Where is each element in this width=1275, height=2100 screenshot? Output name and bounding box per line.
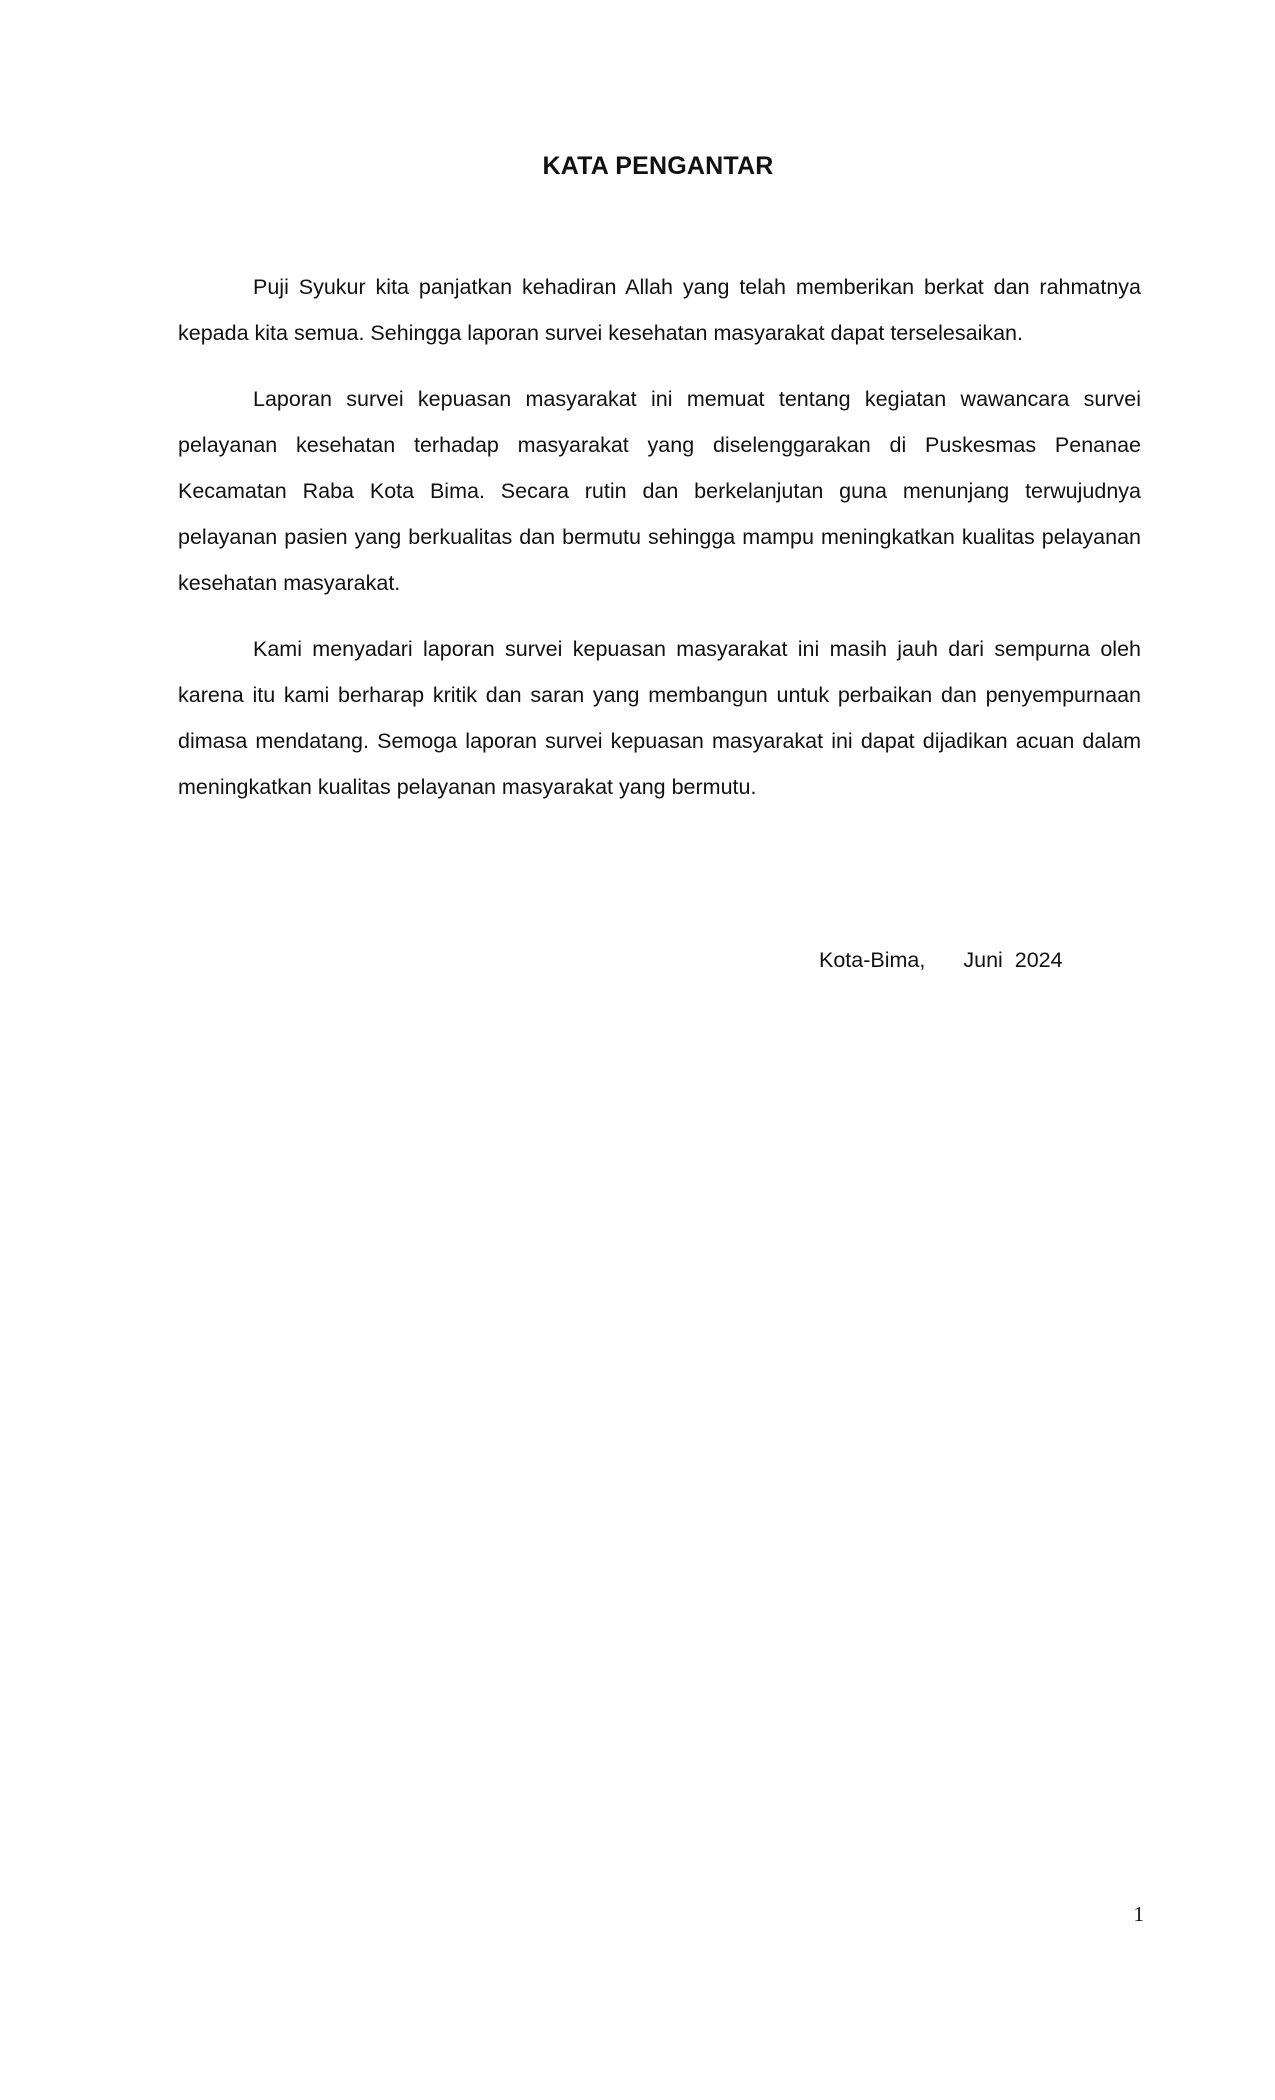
signature-line <box>819 948 1063 973</box>
signature-date: Juni 2024 <box>963 948 1063 972</box>
signature-place: Kota-Bima, <box>819 948 926 972</box>
document-body <box>178 264 1141 830</box>
document-title: KATA PENGANTAR <box>542 152 774 180</box>
page-number: 1 <box>1133 1902 1144 1926</box>
paragraph-1: Puji Syukur kita panjatkan kehadiran Allah yang telah memberikan berkat dan rahmatnya kepada kita semua. Sehingga laporan survei kesehatan masyarakat dapat terselesaikan. <box>178 275 1141 345</box>
paragraph-2: Laporan survei kepuasan masyarakat ini memuat tentang kegiatan wawancara survei pelayanan kesehatan terhadap masyarakat yang diselenggarakan di Puskesmas Penanae Kecamatan Raba Kota Bima. Secara rutin dan berkelanjutan guna menunjang terwujudnya pelayanan pasien yang berkualitas dan bermutu sehingga mampu meningkatkan kualitas pelayanan kesehatan masyarakat. <box>178 387 1141 595</box>
paragraph-3: Kami menyadari laporan survei kepuasan masyarakat ini masih jauh dari sempurna oleh karena itu kami berharap kritik dan saran yang membangun untuk perbaikan dan penyempurnaan dimasa mendatang. Semoga laporan survei kepuasan masyarakat ini dapat dijadikan acuan dalam meningkatkan kualitas pelayanan masyarakat yang bermutu. <box>178 637 1141 799</box>
